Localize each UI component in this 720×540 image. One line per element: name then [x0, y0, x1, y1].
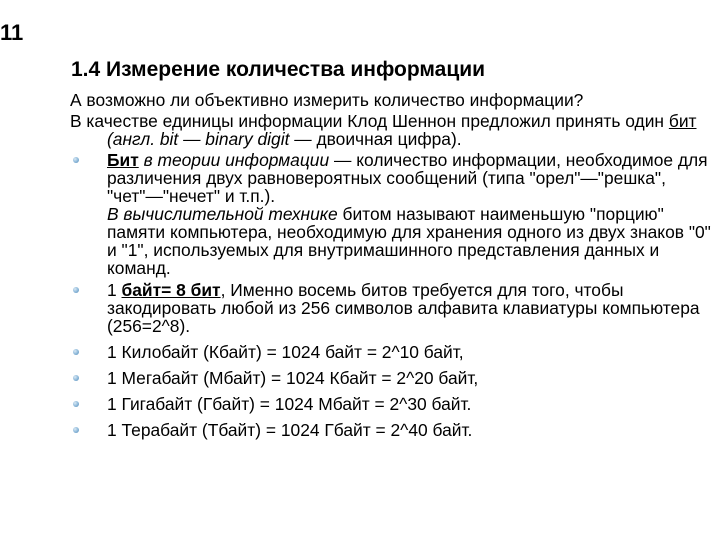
- unit-sentence-post: двоичная цифра).: [316, 129, 462, 149]
- byte-prefix: 1: [107, 280, 117, 300]
- bullet-icon: [73, 287, 79, 293]
- bullet-icon: [73, 157, 79, 163]
- kilobyte-line: 1 Килобайт (Кбайт) = 1024 байт = 2^10 байт,: [107, 342, 464, 362]
- bullet-bit-definition: [70, 151, 715, 277]
- bit-definition-text: — количество информации, необходимое для различения двух равновероятных сообщений (типа "орел"—"решка", "чет"—"нечет" и т.п.).: [107, 150, 708, 206]
- gigabyte-line: 1 Гигабайт (Гбайт) = 1024 Мбайт = 2^30 байт.: [107, 394, 472, 414]
- slide-number: 11: [0, 20, 24, 45]
- bit-gloss: (англ. bit — binary digit —: [107, 129, 312, 149]
- byte-text: , Именно восемь битов требуется для того, чтобы закодировать любой из 256 символов алфавита клавиатуры компьютера (256=2^8).: [107, 280, 700, 336]
- slide-title: 1.4 Измерение количества информации: [71, 58, 486, 81]
- bullet-icon: [73, 427, 79, 433]
- bullet-icon: [73, 401, 79, 407]
- intro-question: А возможно ли объективно измерить количество информации?: [70, 90, 584, 110]
- bullet-terabyte: [70, 421, 715, 439]
- megabyte-line: 1 Мегабайт (Мбайт) = 1024 Кбайт = 2^20 байт,: [107, 368, 479, 388]
- bullet-kilobyte: [70, 343, 715, 361]
- unit-sentence: [70, 112, 715, 148]
- bit-definition-context: в теории информации: [143, 150, 330, 170]
- byte-term: байт= 8 бит: [121, 280, 221, 300]
- bit-term: бит: [668, 111, 697, 131]
- bullet-icon: [73, 375, 79, 381]
- bit-definition-term: Бит: [107, 150, 139, 170]
- computing-text: битом называют наименьшую "порцию" памяти компьютера, необходимую для хранения одного из двух знаков "0" и "1", используемых для внутримашинного представления данных и команд.: [107, 204, 711, 278]
- terabyte-line: 1 Терабайт (Тбайт) = 1024 Гбайт = 2^40 байт.: [107, 420, 473, 440]
- unit-sentence-pre: В качестве единицы информации Клод Шеннон предложил принять один: [70, 111, 665, 131]
- computing-context: В вычислительной технике: [107, 204, 338, 224]
- bullet-byte: [70, 281, 715, 335]
- slide-content: [70, 91, 715, 447]
- bullet-icon: [73, 349, 79, 355]
- bullet-gigabyte: [70, 395, 715, 413]
- bullet-megabyte: [70, 369, 715, 387]
